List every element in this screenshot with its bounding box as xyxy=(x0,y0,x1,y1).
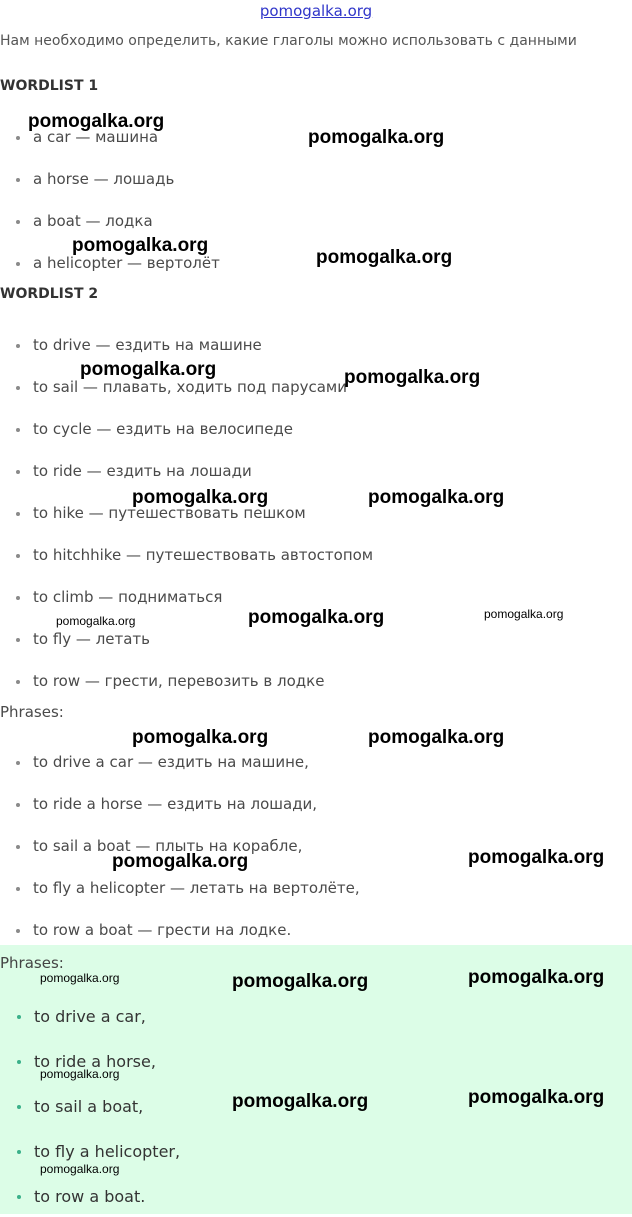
list-item: to ride a horse, xyxy=(17,1052,180,1097)
intro-text: Нам необходимо определить, какие глаголы можно использовать с данными xyxy=(0,33,577,49)
watermark: pomogalka.org xyxy=(232,971,369,992)
list-item: to fly a helicopter, xyxy=(17,1142,180,1187)
list-item: to drive — ездить на машине xyxy=(16,336,373,378)
list-item: to sail a boat — плыть на корабле, xyxy=(16,837,360,879)
list-item: to row a boat — грести на лодке. xyxy=(16,921,360,947)
list-item: to row a boat. xyxy=(17,1187,180,1217)
wordlist-1 xyxy=(16,128,220,284)
list-item: to hitchhike — путешествовать автостопом xyxy=(16,546,373,588)
watermark: pomogalka.org xyxy=(468,967,605,988)
watermark: pomogalka.org xyxy=(468,1087,605,1108)
list-item: to row — грести, перевозить в лодке xyxy=(16,672,373,698)
watermark: pomogalka.org xyxy=(368,727,505,748)
list-item: to ride a horse — ездить на лошади, xyxy=(16,795,360,837)
answer-title: Phrases: xyxy=(0,954,64,972)
phrases-list xyxy=(16,753,360,947)
list-item: to cycle — ездить на велосипеде xyxy=(16,420,373,462)
list-item: a horse — лошадь xyxy=(16,170,220,212)
watermark: pomogalka.org xyxy=(40,971,120,985)
list-item: to sail a boat, xyxy=(17,1097,180,1142)
watermark: pomogalka.org xyxy=(56,614,136,628)
watermark: pomogalka.org xyxy=(40,1067,120,1081)
list-item: a boat — лодка xyxy=(16,212,220,254)
watermark: pomogalka.org xyxy=(232,1091,369,1112)
list-item: a car — машина xyxy=(16,128,220,170)
watermark: pomogalka.org xyxy=(28,111,165,132)
watermark: pomogalka.org xyxy=(132,487,269,508)
watermark: pomogalka.org xyxy=(132,727,269,748)
watermark: pomogalka.org xyxy=(248,607,385,628)
watermark: pomogalka.org xyxy=(308,127,445,148)
wordlist-2-title: WORDLIST 2 xyxy=(0,286,99,302)
watermark: pomogalka.org xyxy=(484,607,564,621)
list-item: to drive a car — ездить на машине, xyxy=(16,753,360,795)
phrases-title: Phrases: xyxy=(0,703,64,721)
watermark: pomogalka.org xyxy=(40,1162,120,1176)
watermark: pomogalka.org xyxy=(468,847,605,868)
list-item: to fly a helicopter — летать на вертолёте, xyxy=(16,879,360,921)
wordlist-1-title: WORDLIST 1 xyxy=(0,78,99,94)
list-item: to drive a car, xyxy=(17,1007,180,1052)
list-item: to hike — путешествовать пешком xyxy=(16,504,373,546)
watermark: pomogalka.org xyxy=(316,247,453,268)
list-item: to fly — летать xyxy=(16,630,373,672)
watermark: pomogalka.org xyxy=(344,367,481,388)
list-item: to climb — подниматься xyxy=(16,588,373,630)
list-item: to ride — ездить на лошади xyxy=(16,462,373,504)
wordlist-2 xyxy=(16,336,373,698)
answer-list xyxy=(17,1007,180,1217)
watermark: pomogalka.org xyxy=(368,487,505,508)
watermark: pomogalka.org xyxy=(112,851,249,872)
watermark: pomogalka.org xyxy=(80,359,217,380)
site-link[interactable]: pomogalka.org xyxy=(259,2,373,20)
list-item: a helicopter — вертолёт xyxy=(16,254,220,284)
watermark: pomogalka.org xyxy=(72,235,209,256)
list-item: to sail — плавать, ходить под парусами xyxy=(16,378,373,420)
